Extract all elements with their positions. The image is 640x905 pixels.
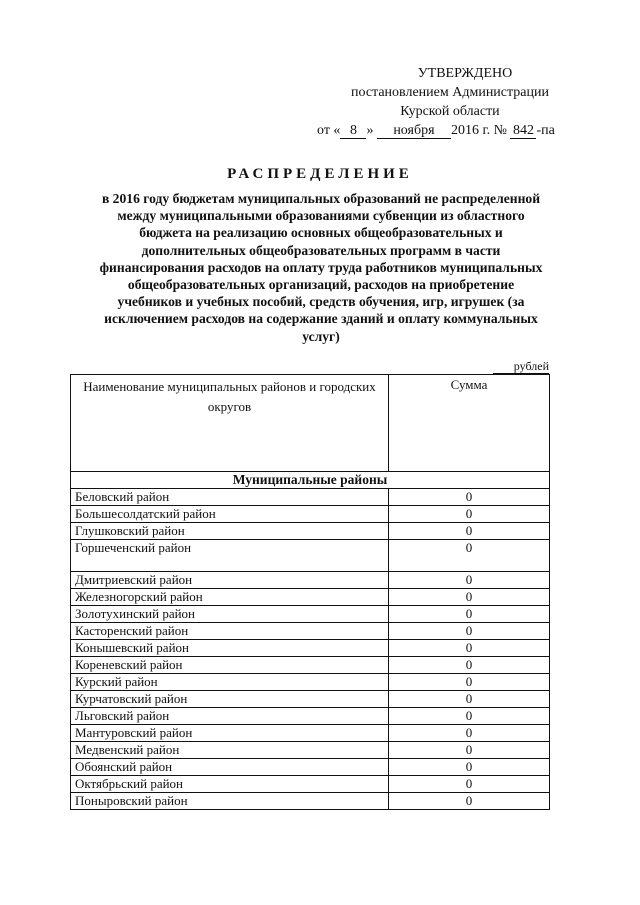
district-sum-cell: 0 bbox=[389, 759, 550, 776]
district-name-cell: Обоянский район bbox=[71, 759, 389, 776]
district-name-cell: Льговский район bbox=[71, 708, 389, 725]
district-sum-cell: 0 bbox=[389, 489, 550, 506]
document-subtitle: в 2016 году бюджетам муниципальных образований не распределенной между муниципальными образованиями субвенции из областного бюджета на реализацию основных общеобразовательных и дополнительных общеобразовательных программ в части финансирования расходов на оплату труда работников муниципальных общеобразовательных организаций, расходов на приобретение учебников и учебных пособий, средств обучения, игр, игрушек (за исключением расходов на содержание зданий и оплату коммунальных услуг) bbox=[99, 191, 543, 344]
district-name-cell: Касторенский район bbox=[71, 623, 389, 640]
table-row bbox=[71, 776, 550, 793]
district-name-cell: Кореневский район bbox=[71, 657, 389, 674]
approval-issuer: постановлением Администрации bbox=[351, 85, 549, 100]
distribution-table bbox=[70, 374, 550, 810]
district-sum-cell: 0 bbox=[389, 674, 550, 691]
table-row bbox=[71, 725, 550, 742]
decree-suffix: -па bbox=[536, 123, 555, 138]
district-name-cell: Большесолдатский район bbox=[71, 506, 389, 523]
district-sum-cell: 0 bbox=[389, 708, 550, 725]
district-name-cell: Золотухинский район bbox=[71, 606, 389, 623]
district-sum-cell: 0 bbox=[389, 640, 550, 657]
table-row bbox=[71, 506, 550, 523]
date-mid: » bbox=[366, 123, 374, 138]
date-prefix: от « bbox=[317, 123, 341, 138]
approval-block bbox=[300, 64, 600, 140]
district-name-cell: Горшеченский район bbox=[71, 540, 389, 572]
district-sum-cell: 0 bbox=[389, 540, 550, 572]
approval-date-line bbox=[300, 121, 600, 140]
district-sum-cell: 0 bbox=[389, 572, 550, 589]
district-name-cell: Поныровский район bbox=[71, 793, 389, 810]
table-row bbox=[71, 708, 550, 725]
currency-unit: рублей bbox=[493, 360, 549, 374]
district-sum-cell: 0 bbox=[389, 776, 550, 793]
table-row bbox=[71, 606, 550, 623]
district-sum-cell: 0 bbox=[389, 589, 550, 606]
district-sum-cell: 0 bbox=[389, 606, 550, 623]
section-row bbox=[71, 472, 550, 489]
table-row bbox=[71, 657, 550, 674]
district-sum-cell: 0 bbox=[389, 793, 550, 810]
district-sum-cell: 0 bbox=[389, 691, 550, 708]
approval-region: Курской области bbox=[400, 104, 500, 119]
district-name-cell: Дмитриевский район bbox=[71, 572, 389, 589]
district-name-cell: Конышевский район bbox=[71, 640, 389, 657]
district-sum-cell: 0 bbox=[389, 742, 550, 759]
table-row bbox=[71, 742, 550, 759]
header-name-cell: Наименование муниципальных районов и городских округов bbox=[71, 375, 389, 472]
table-row bbox=[71, 623, 550, 640]
district-sum-cell: 0 bbox=[389, 623, 550, 640]
district-sum-cell: 0 bbox=[389, 523, 550, 540]
table-row bbox=[71, 640, 550, 657]
table-row bbox=[71, 589, 550, 606]
district-name-cell: Медвенский район bbox=[71, 742, 389, 759]
table-row bbox=[71, 489, 550, 506]
document-title: РАСПРЕДЕЛЕНИЕ bbox=[227, 166, 413, 182]
district-sum-cell: 0 bbox=[389, 657, 550, 674]
approval-title: УТВЕРЖДЕНО bbox=[417, 66, 513, 81]
table-row bbox=[71, 674, 550, 691]
district-name-cell: Беловский район bbox=[71, 489, 389, 506]
district-name-cell: Курчатовский район bbox=[71, 691, 389, 708]
table-row bbox=[71, 540, 550, 572]
distribution-table-body bbox=[71, 375, 550, 810]
district-sum-cell: 0 bbox=[389, 725, 550, 742]
section-label: Муниципальные районы bbox=[71, 472, 550, 489]
decree-number: 842 bbox=[510, 123, 536, 139]
district-name-cell: Курский район bbox=[71, 674, 389, 691]
district-name-cell: Железногорский район bbox=[71, 589, 389, 606]
date-month: ноября bbox=[377, 123, 451, 139]
district-sum-cell: 0 bbox=[389, 506, 550, 523]
table-row bbox=[71, 759, 550, 776]
district-name-cell: Глушковский район bbox=[71, 523, 389, 540]
table-row bbox=[71, 793, 550, 810]
table-header-row bbox=[71, 375, 550, 472]
header-sum-cell: Сумма bbox=[389, 375, 550, 472]
district-name-cell: Мантуровский район bbox=[71, 725, 389, 742]
district-name-cell: Октябрьский район bbox=[71, 776, 389, 793]
table-row bbox=[71, 523, 550, 540]
date-day: 8 bbox=[340, 123, 366, 139]
table-row bbox=[71, 691, 550, 708]
date-year: 2016 г. № bbox=[450, 123, 507, 138]
table-row bbox=[71, 572, 550, 589]
